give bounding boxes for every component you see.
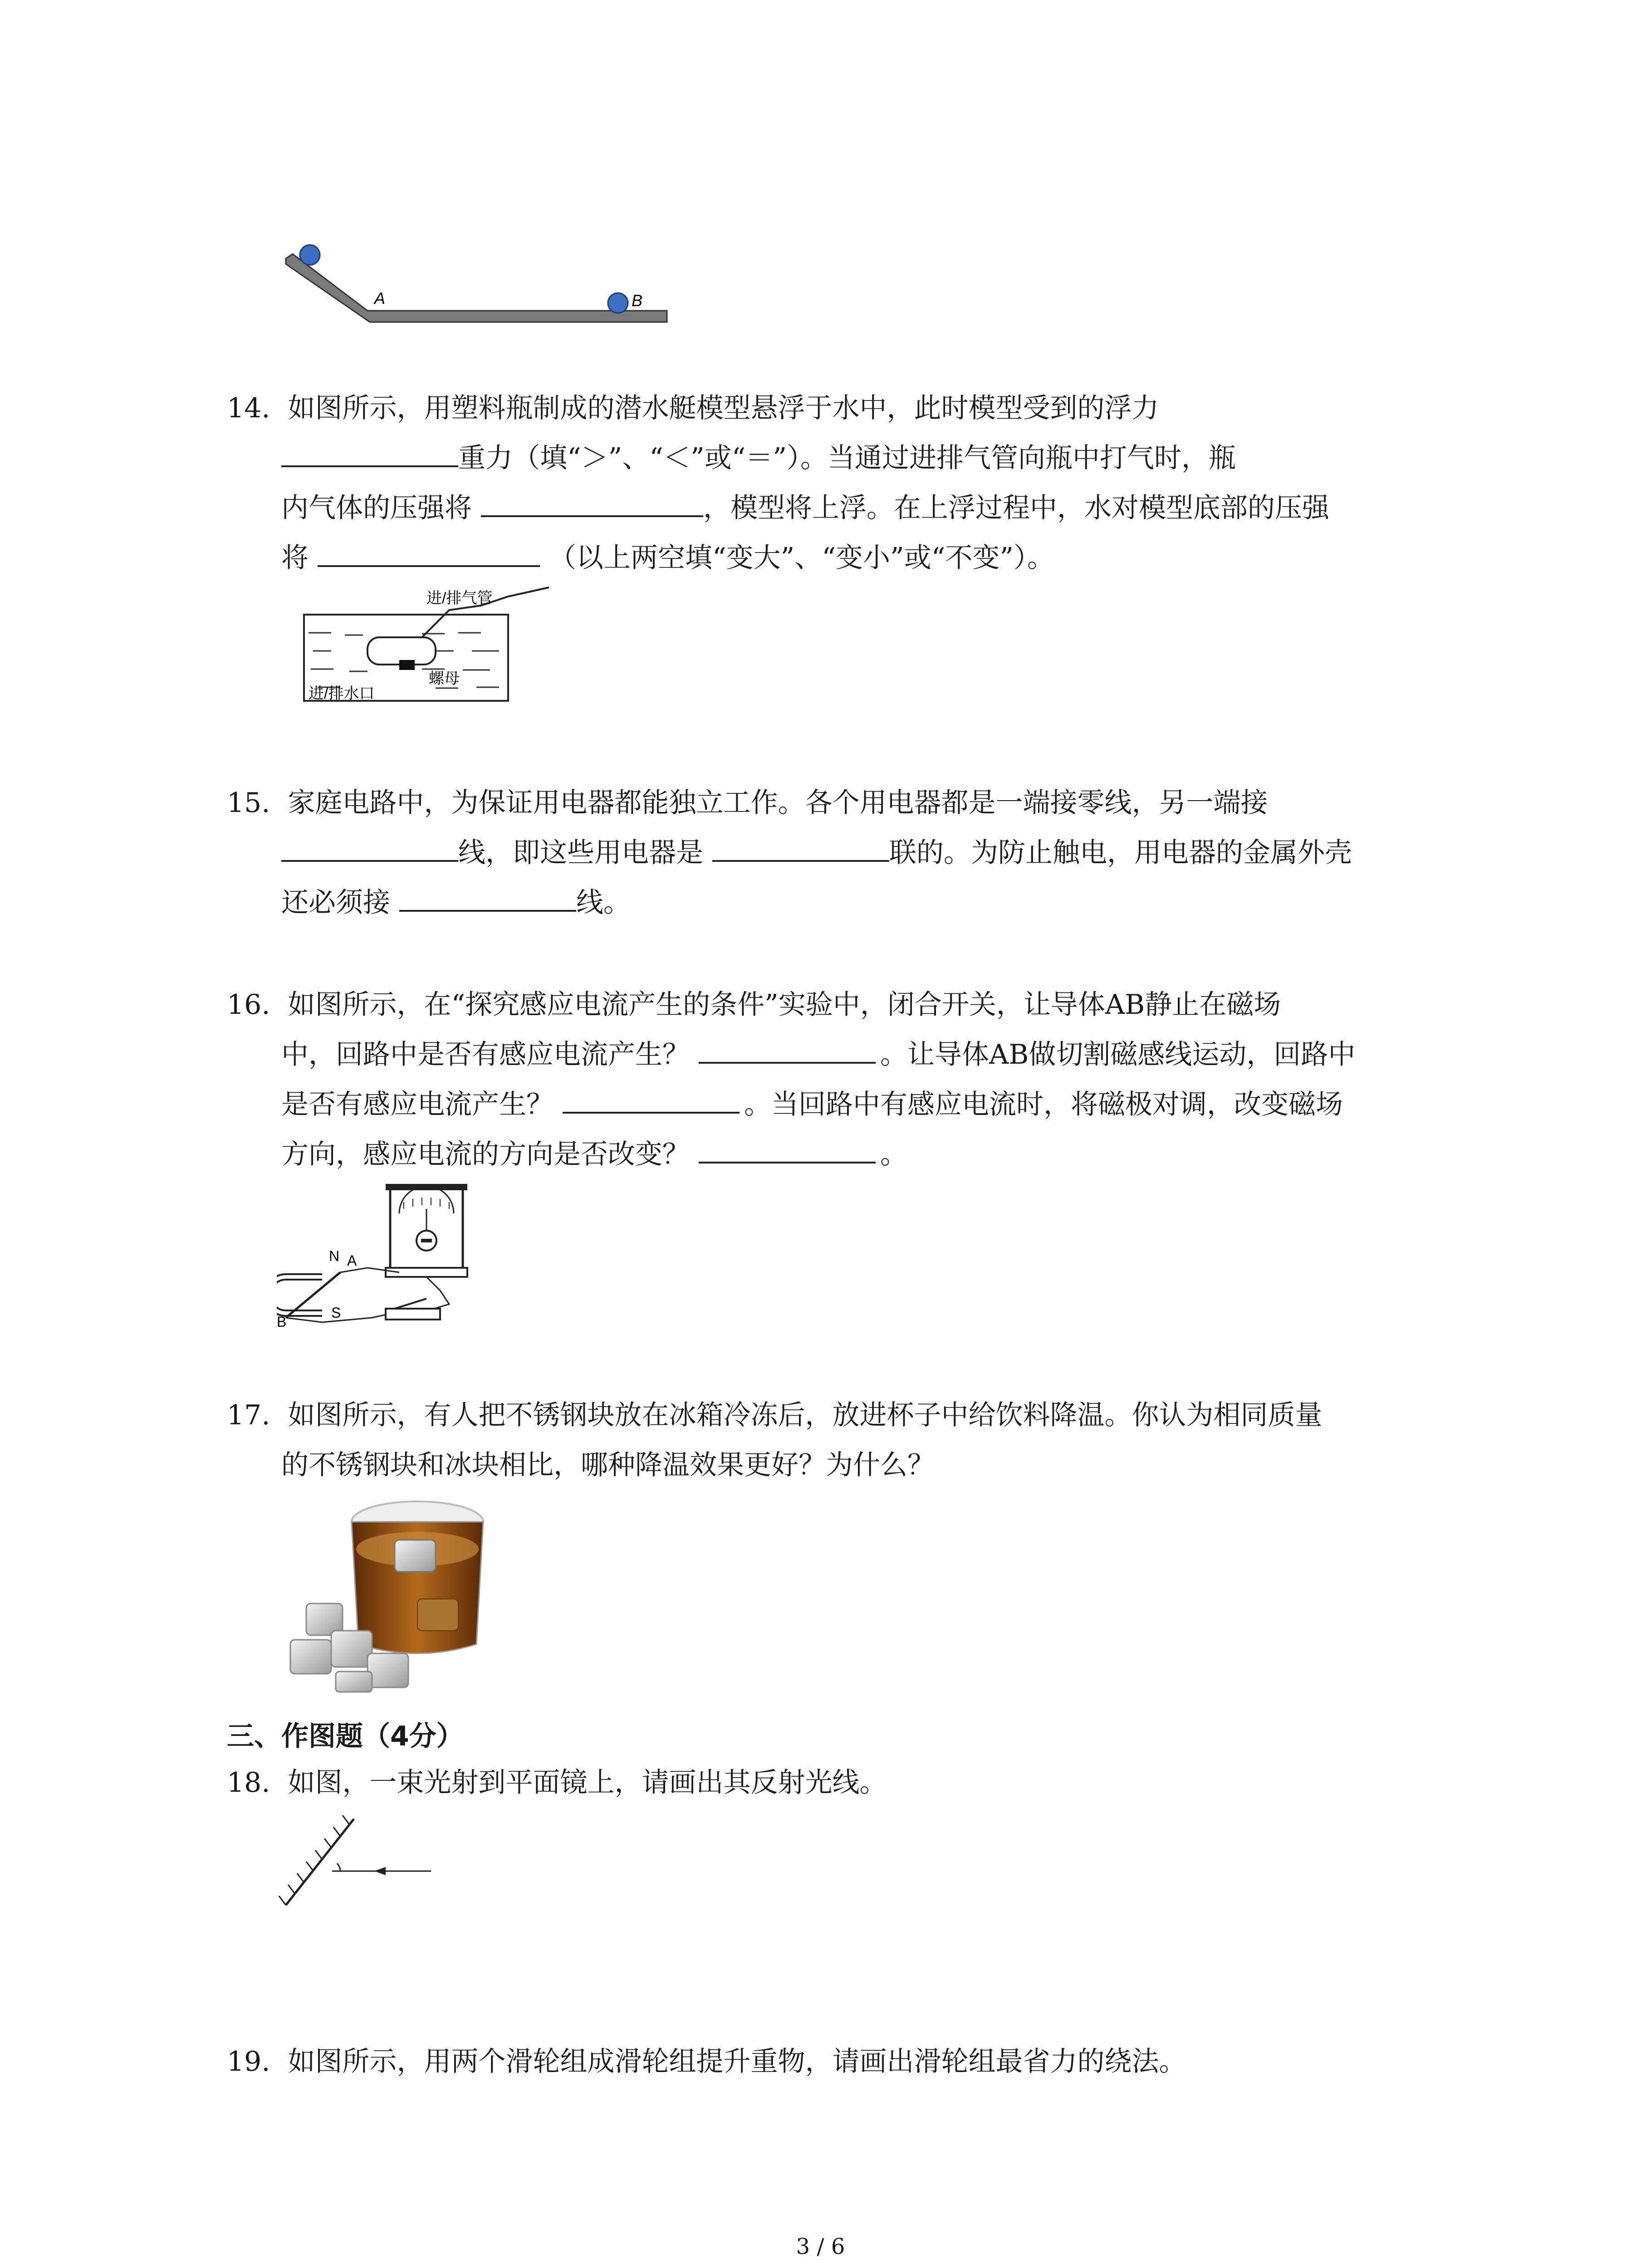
nut-label: 螺母 <box>429 670 460 687</box>
inlet-label: 进/排水口 <box>309 685 375 702</box>
answer-blank[interactable] <box>699 1034 876 1064</box>
mirror-line <box>286 1819 354 1905</box>
label-a: A <box>374 289 386 308</box>
q15-line1: 15. 家庭电路中，为保证用电器都能独立工作。各个用电器都是一端接零线，另一端接 <box>227 787 1268 819</box>
answer-blank[interactable] <box>563 1084 740 1114</box>
question-number: 14. <box>227 392 270 424</box>
answer-blank[interactable] <box>712 832 889 862</box>
q16-line1: 16. 如图所示，在“探究感应电流产生的条件”实验中，闭合开关，让导体AB静止在磁场 <box>227 989 1281 1021</box>
q16-line4: 方向，感应电流的方向是否改变？ 。 <box>281 1129 907 1179</box>
answer-blank[interactable] <box>699 1134 876 1163</box>
q14-line1: 14. 如图所示，用塑料瓶制成的潜水艇模型悬浮于水中，此时模型受到的浮力 <box>227 392 1159 424</box>
answer-blank[interactable] <box>318 537 540 567</box>
question-number: 18. <box>227 1767 270 1799</box>
q15-line3: 还必须接 线。 <box>281 878 631 928</box>
ball-a <box>300 245 320 265</box>
label-b: B <box>632 291 643 310</box>
q16-line2: 中，回路中是否有感应电流产生？ 。让导体AB做切割磁感线运动，回路中 <box>281 1030 1355 1080</box>
label-a: A <box>347 1252 357 1269</box>
mirror-figure <box>277 1814 440 1914</box>
ramp-figure <box>272 236 681 336</box>
tube-label: 进/排气管 <box>426 590 493 607</box>
q17-line1: 17. 如图所示，有人把不锈钢块放在冰箱冷冻后，放进杯子中给饮料降温。你认为相同质量 <box>227 1399 1323 1431</box>
question-number: 19. <box>227 2046 270 2077</box>
answer-blank[interactable] <box>281 832 458 862</box>
q17-line2: 的不锈钢块和冰块相比，哪种降温效果更好？为什么？ <box>281 1449 935 1481</box>
glass-figure <box>281 1495 490 1694</box>
q19-line1: 19. 如图所示，用两个滑轮组成滑轮组提升重物，请画出滑轮组最省力的绕法。 <box>227 2046 1186 2077</box>
section-title: 三、作图题（4分） <box>227 1721 464 1752</box>
answer-blank[interactable] <box>281 437 458 467</box>
answer-blank[interactable] <box>399 882 576 912</box>
ball-b <box>608 293 628 313</box>
question-number: 15. <box>227 787 270 819</box>
q14-line4: 将 （以上两空填“变大”、“变小”或“不变”）。 <box>281 533 1054 583</box>
q14-line2: 重力（填“＞”、“＜”或“＝”）。当通过进排气管向瓶中打气时，瓶 <box>281 433 1236 483</box>
label-s: S <box>331 1305 341 1321</box>
label-b: B <box>277 1314 287 1330</box>
question-number: 17. <box>227 1399 270 1431</box>
page-number: 3 / 6 <box>796 2234 845 2259</box>
q16-line3: 是否有感应电流产生？ 。当回路中有感应电流时，将磁极对调，改变磁场 <box>281 1080 1343 1129</box>
q14-line3: 内气体的压强将 ，模型将上浮。在上浮过程中，水对模型底部的压强 <box>281 483 1329 533</box>
q15-line2: 线，即这些用电器是 联的。为防止触电，用电器的金属外壳 <box>281 828 1352 878</box>
induction-figure <box>277 1182 513 1331</box>
question-number: 16. <box>227 989 270 1021</box>
submarine-figure <box>277 583 567 719</box>
label-n: N <box>329 1248 340 1264</box>
answer-blank[interactable] <box>481 487 703 517</box>
q18-line1: 18. 如图，一束光射到平面镜上，请画出其反射光线。 <box>227 1767 887 1799</box>
arrow-icon <box>374 1867 386 1875</box>
